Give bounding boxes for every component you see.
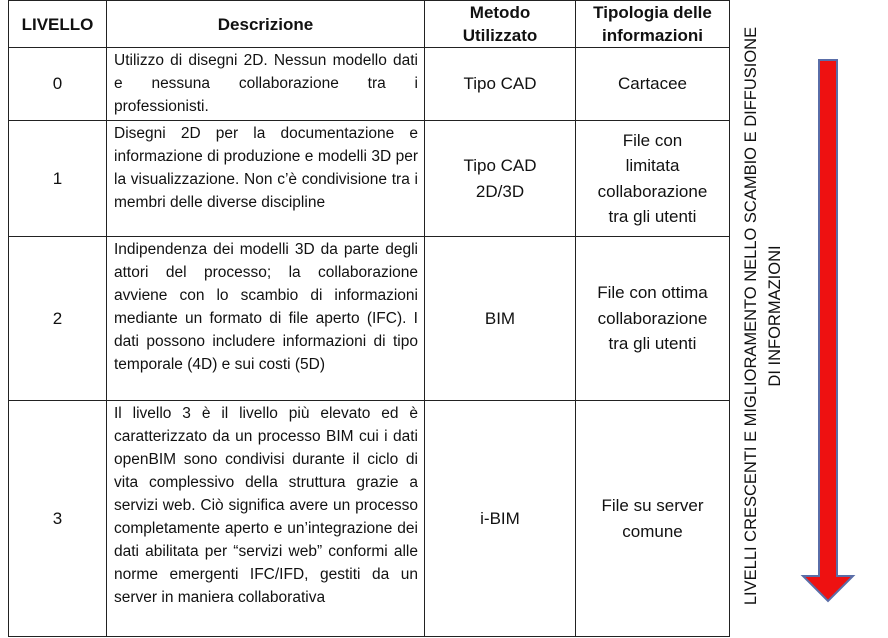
down-arrow-icon (800, 58, 856, 603)
table-row-level-0 (9, 48, 730, 121)
method-cell: Tipo CAD (425, 48, 576, 121)
header-level: LIVELLO (9, 1, 107, 48)
method-cell: BIM (425, 237, 576, 401)
vertical-caption-line-1: LIVELLI CRESCENTI E MIGLIORAMENTO NELLO SCAMBIO E DIFFUSIONE (742, 26, 760, 606)
level-cell: 2 (9, 237, 107, 401)
level-cell: 3 (9, 401, 107, 637)
description-cell: Utilizzo di disegni 2D. Nessun modello dati e nessuna collaborazione tra i professionisti. (107, 48, 425, 121)
info-cell: File su server comune (576, 401, 730, 637)
info-cell: Cartacee (576, 48, 730, 121)
info-cell: File con ottima collaborazione tra gli utenti (576, 237, 730, 401)
header-row (9, 1, 730, 48)
info-cell: File con limitata collaborazione tra gli utenti (576, 121, 730, 237)
description-cell: Disegni 2D per la documentazione e informazione di produzione e modelli 3D per la visualizzazione. Non c’è condivisione tra i membri delle diverse discipline (107, 121, 425, 237)
bim-levels-table (8, 0, 730, 637)
header-description: Descrizione (107, 1, 425, 48)
table-row-level-2 (9, 237, 730, 401)
description-cell: Il livello 3 è il livello più elevato ed è caratterizzato da un processo BIM cui i dati openBIM sono condivisi durante il ciclo di vita complessivo della struttura grazie a servizi web. Ciò significa avere un processo completamente aperto e un’integrazione dei dati abilitata per “servizi web” conformi alle norme emergenti IFC/IFD, gestiti da un server in maniera collaborativa (107, 401, 425, 637)
level-cell: 1 (9, 121, 107, 237)
header-method: Metodo Utilizzato (425, 1, 576, 48)
table-row-level-1 (9, 121, 730, 237)
level-cell: 0 (9, 48, 107, 121)
vertical-caption-line-2: DI INFORMAZIONI (766, 245, 784, 387)
vertical-caption (739, 16, 787, 616)
header-info: Tipologia delle informazioni (576, 1, 730, 48)
method-cell: Tipo CAD 2D/3D (425, 121, 576, 237)
table-row-level-3 (9, 401, 730, 637)
method-cell: i-BIM (425, 401, 576, 637)
description-cell: Indipendenza dei modelli 3D da parte degli attori del processo; la collaborazione avviene con lo scambio di informazioni mediante un formato di file aperto (IFC). I dati possono includere informazioni di tipo temporale (4D) e sui costi (5D) (107, 237, 425, 401)
side-annotation (730, 0, 888, 638)
